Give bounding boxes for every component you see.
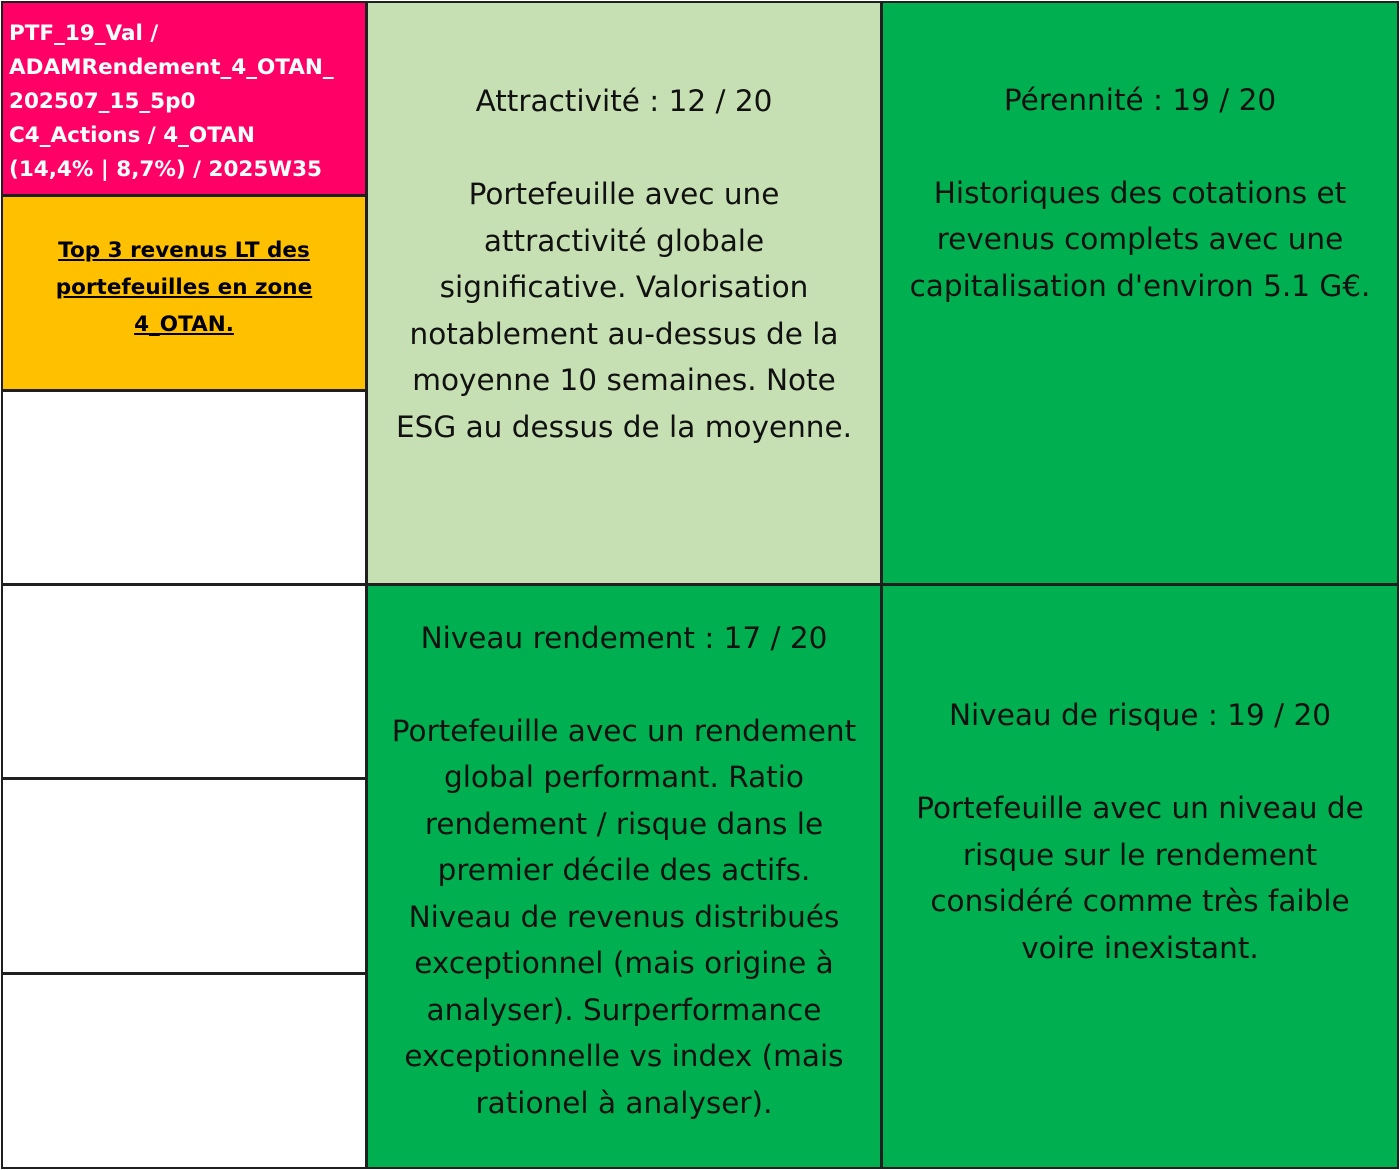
rendement-panel xyxy=(366,584,882,1169)
rendement-text-line: Portefeuille avec un rendement xyxy=(391,713,857,748)
attractivite-text-line: attractivité globale xyxy=(483,223,765,258)
empty-cell xyxy=(1,390,367,585)
risque-text-line: risque sur le rendement xyxy=(962,837,1318,872)
risque-panel xyxy=(881,584,1399,1169)
rendement-text-line: premier décile des actifs. xyxy=(437,853,811,888)
top3-line: portefeuilles en zone xyxy=(55,274,313,300)
risque-text-line: considéré comme très faible xyxy=(930,884,1350,918)
perennite-content xyxy=(910,77,1371,310)
portfolio-header-cell xyxy=(1,1,367,196)
rendement-text-line: exceptionnelle vs index (mais xyxy=(404,1039,844,1074)
empty-cell xyxy=(1,973,367,1169)
header-line: ADAMRendement_4_OTAN_ xyxy=(9,55,334,80)
rendement-text-line: analyser). Surperformance xyxy=(426,992,822,1027)
header-line: PTF_19_Val / xyxy=(9,21,159,46)
attractivite-text-line: notablement au-dessus de la xyxy=(409,316,839,351)
attractivite-text-line: moyenne 10 semaines. Note xyxy=(412,363,836,397)
top3-line: 4_OTAN. xyxy=(134,311,234,337)
empty-cell xyxy=(1,584,367,779)
rendement-text-line: rendement / risque dans le xyxy=(424,806,824,841)
risque-text-line: voire inexistant. xyxy=(1021,930,1259,965)
risque-text-line: Portefeuille avec un niveau de xyxy=(916,791,1364,825)
top3-cell xyxy=(1,195,367,391)
attractivite-text-line: ESG au dessus de la moyenne. xyxy=(395,409,853,444)
rendement-content xyxy=(392,615,856,1127)
attractivite-panel xyxy=(366,1,882,585)
header-line: C4_Actions / 4_OTAN xyxy=(9,123,255,148)
perennite-title: Pérennité : 19 / 20 xyxy=(1003,82,1277,117)
perennite-panel xyxy=(881,1,1399,585)
attractivite-content xyxy=(396,78,852,450)
rendement-text-line: rationel à analyser). xyxy=(475,1085,773,1120)
header-line: (14,4% | 8,7%) / 2025W35 xyxy=(9,157,322,182)
attractivite-text-line: Portefeuille avec une xyxy=(468,177,780,211)
attractivite-text-line: significative. Valorisation xyxy=(439,270,809,304)
attractivite-title: Attractivité : 12 / 20 xyxy=(475,84,773,118)
rendement-text-line: exceptionnel (mais origine à xyxy=(414,946,834,981)
top3-label xyxy=(56,232,312,343)
perennite-text-line: capitalisation d'environ 5.1 G€. xyxy=(909,268,1371,303)
rendement-text-line: global performant. Ratio xyxy=(444,760,804,795)
risque-title: Niveau de risque : 19 / 20 xyxy=(948,698,1331,732)
perennite-text-line: Historiques des cotations et xyxy=(933,175,1347,210)
header-line: 202507_15_5p0 xyxy=(9,89,196,114)
risque-content xyxy=(916,692,1364,971)
empty-cell xyxy=(1,778,367,974)
rendement-title: Niveau rendement : 17 / 20 xyxy=(420,620,828,655)
perennite-text-line: revenus complets avec une xyxy=(936,222,1344,257)
rendement-text-line: Niveau de revenus distribués xyxy=(408,899,840,934)
top3-line: Top 3 revenus LT des xyxy=(58,237,310,263)
